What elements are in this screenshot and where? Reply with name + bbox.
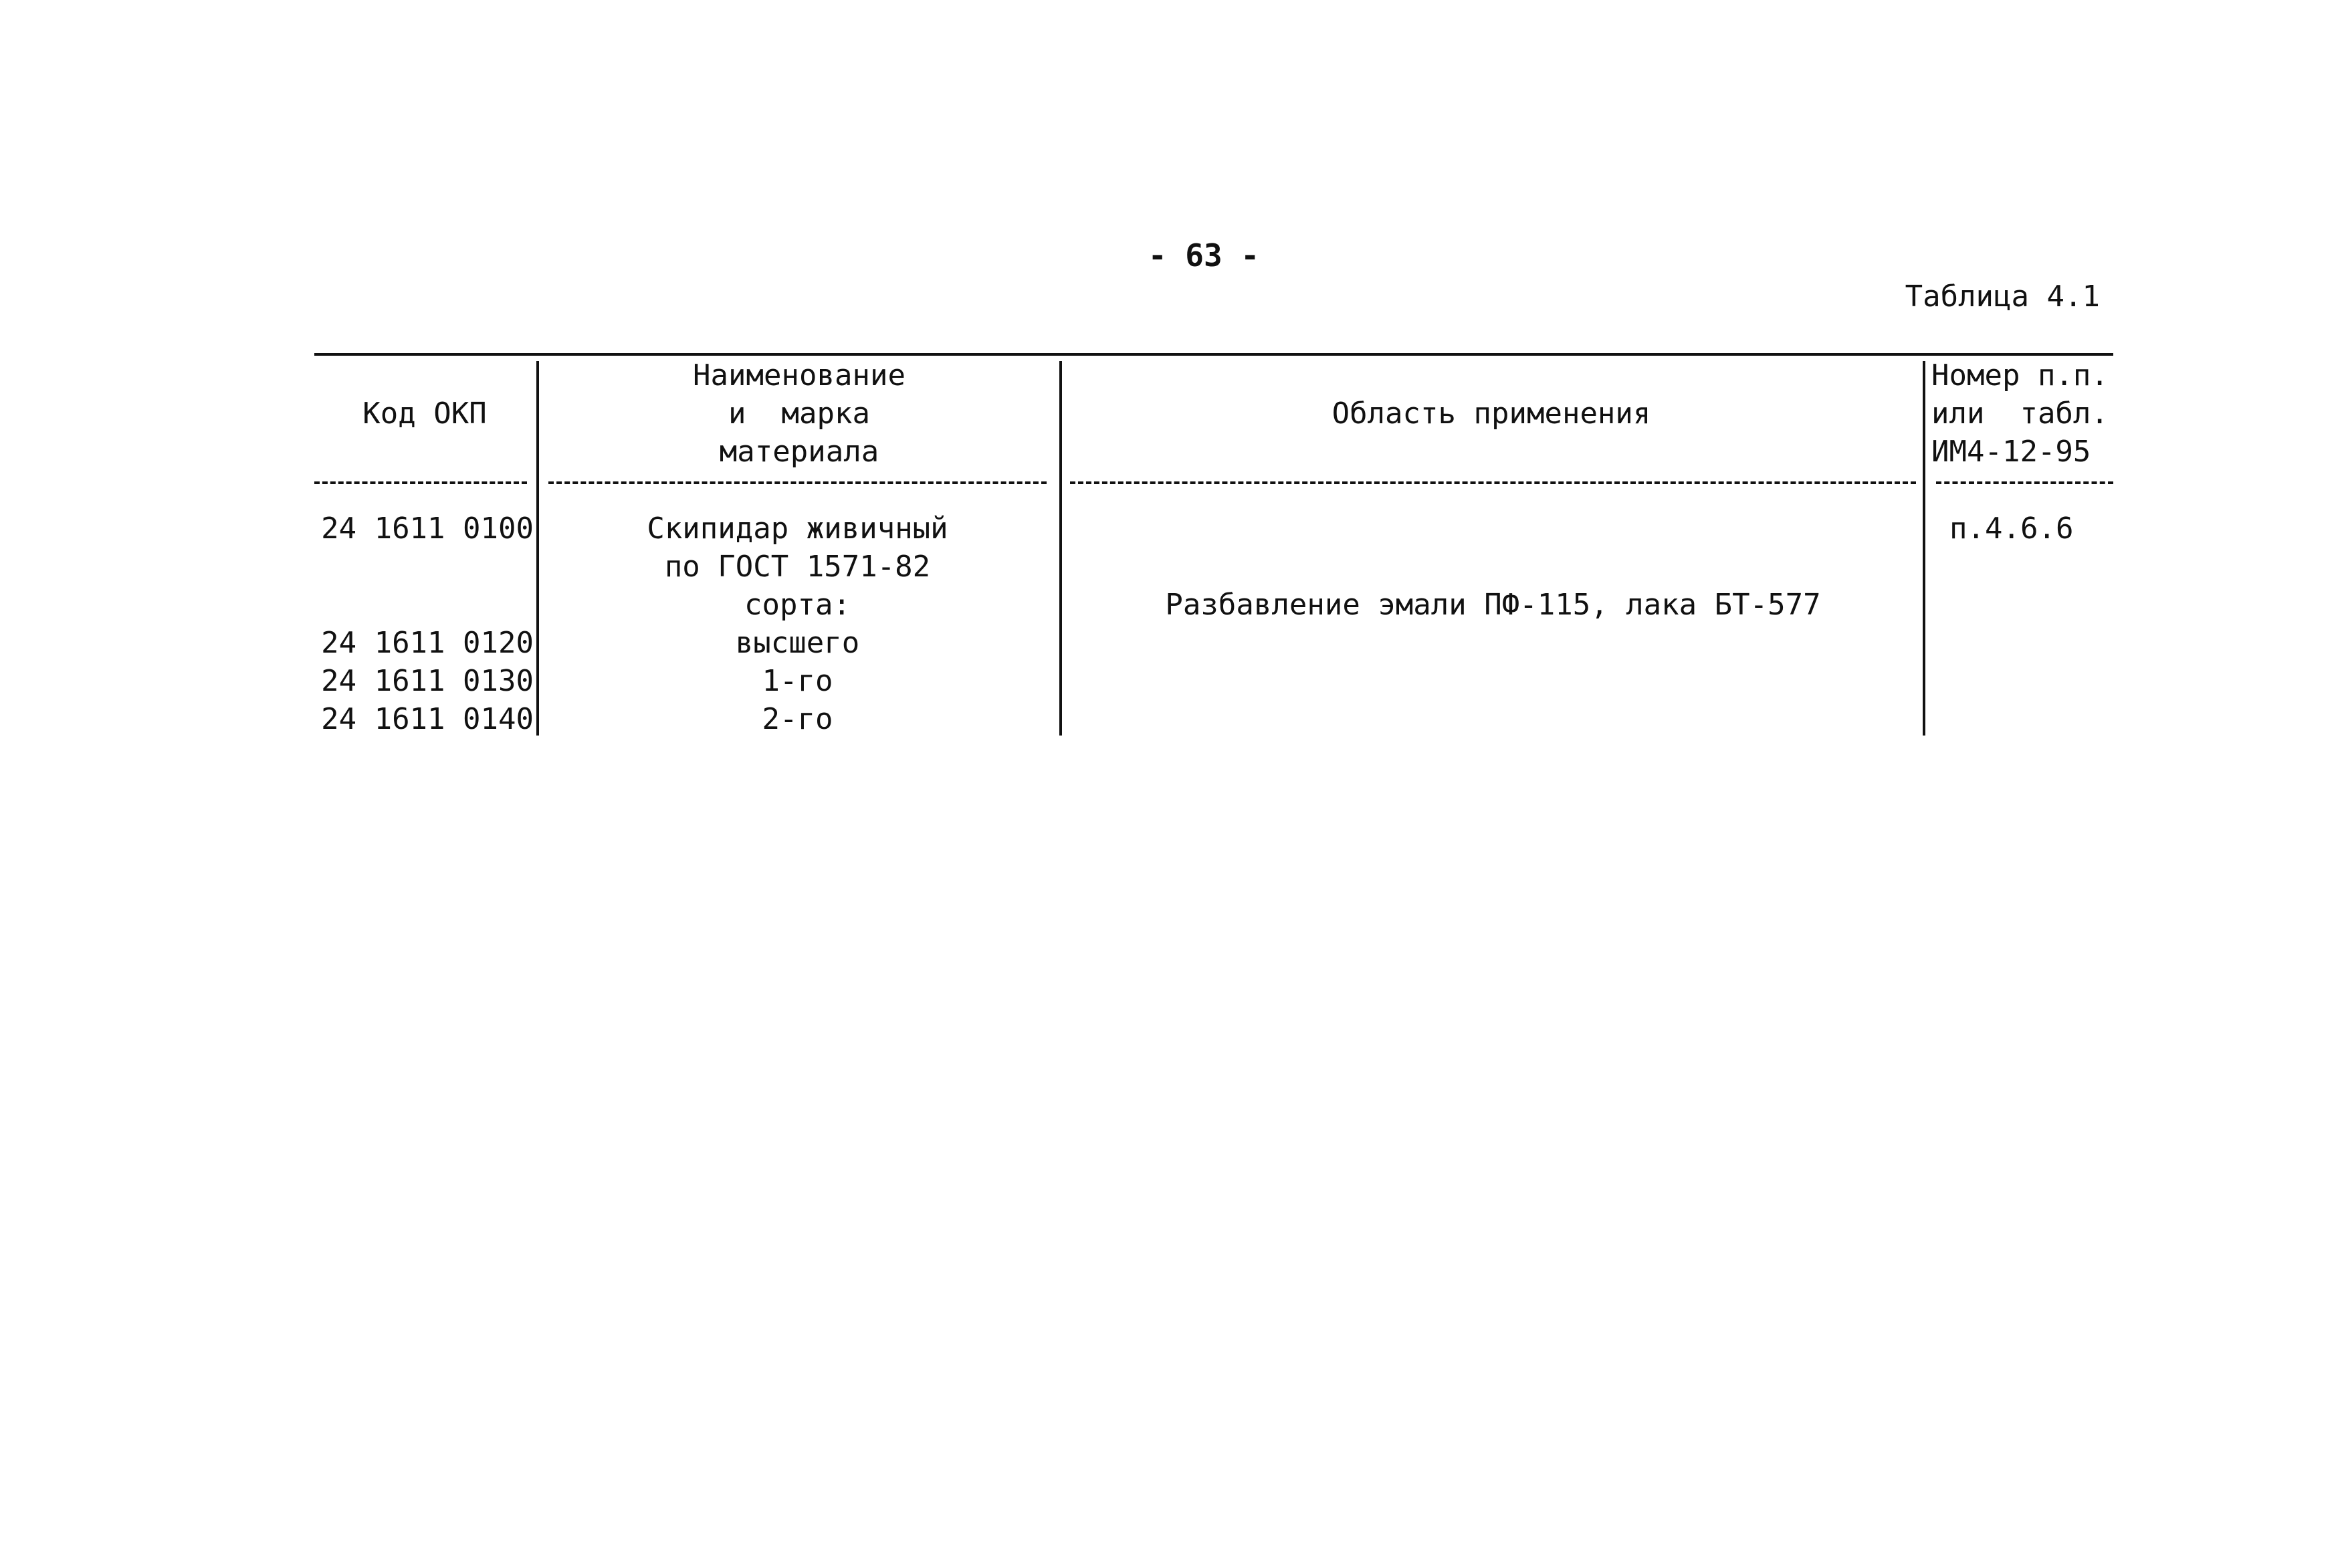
header-name-line-2: и марка <box>728 397 870 431</box>
column-divider-1 <box>536 361 539 736</box>
column-divider-2 <box>1059 361 1062 736</box>
header-name-line-3: материала <box>719 435 879 469</box>
row-name: 1-го <box>762 664 833 698</box>
column-divider-3 <box>1923 361 1925 736</box>
row-name: по ГОСТ 1571-82 <box>664 550 931 584</box>
row-name: высшего <box>735 626 860 660</box>
header-name-line-1: Наименование <box>693 358 905 393</box>
header-separator-name <box>548 481 1047 484</box>
header-separator-ref <box>1936 481 2113 484</box>
header-separator-code <box>314 481 527 484</box>
row-name: сорта: <box>744 588 851 622</box>
row-ref: п.4.6.6 <box>1949 512 2074 546</box>
header-code: Код ОКП <box>362 397 487 431</box>
row-name: Скипидар живичный <box>647 512 948 546</box>
table-top-rule <box>314 353 2113 356</box>
header-ref-line-2: или табл. <box>1931 397 2109 431</box>
row-code: 24 1611 0120 <box>321 626 534 660</box>
header-area: Область применения <box>1331 397 1651 431</box>
header-separator-area <box>1070 481 1916 484</box>
page-number: - 63 - <box>1148 237 1260 273</box>
row-area: Разбавление эмали ПФ-115, лака БТ-577 <box>1165 588 1821 622</box>
row-code: 24 1611 0140 <box>321 702 534 736</box>
row-code: 24 1611 0100 <box>321 512 534 546</box>
row-name: 2-го <box>762 702 833 736</box>
header-ref-line-1: Номер п.п. <box>1931 358 2109 393</box>
table-caption: Таблица 4.1 <box>1905 279 2100 314</box>
header-ref-line-3: ИМ4-12-95 <box>1931 435 2091 469</box>
row-code: 24 1611 0130 <box>321 664 534 698</box>
